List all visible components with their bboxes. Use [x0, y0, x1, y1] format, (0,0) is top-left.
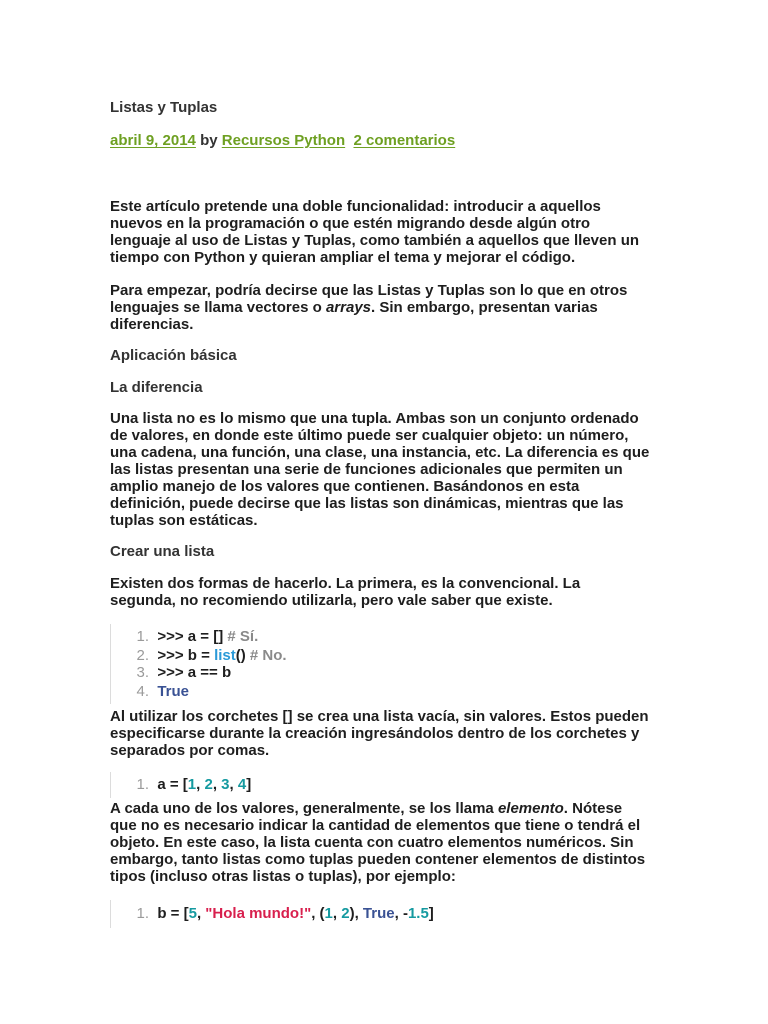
code-number: 1: [187, 776, 197, 793]
element-term: elemento: [497, 800, 564, 817]
code-builtin: list: [214, 647, 236, 664]
code-text: (: [319, 905, 325, 922]
code-text: ,: [212, 776, 222, 793]
difference-paragraph: Una lista no es lo mismo que una tupla. Ambas son un conjunto ordenado de valores, en donde este último puede ser cualquier objeto: un número, una cadena, una función, una clase, una instancia, etc. La diferencia es que las listas presentan una serie de funciones adicionales que permiten un amplio manejo de los valores que contienen. Basándonos en esta definición, puede decirse que las listas son dinámicas, mientras que las tuplas son estáticas.: [110, 410, 650, 529]
line-number: 1.: [136, 905, 149, 922]
line-number: 1.: [136, 628, 149, 645]
line-number: 2.: [136, 647, 149, 664]
code-text: ]: [428, 905, 434, 922]
code-text: ,: [196, 905, 206, 922]
code-text: -: [402, 905, 408, 922]
code-number: 1.5: [407, 905, 429, 922]
code-number: 2: [341, 905, 350, 922]
code-line: [111, 628, 258, 646]
intro-2-text: Para empezar, podría decirse que las Listas y Tuplas son lo que en otros lenguajes se llama vectores o: [110, 282, 628, 316]
code-text: ,: [311, 905, 320, 922]
create-paragraph: Existen dos formas de hacerlo. La primera, es la convencional. La segunda, no recomiendo utilizarla, pero vale saber que existe.: [110, 575, 581, 609]
article-meta: [110, 131, 455, 151]
code-text: >>> a == b: [157, 664, 232, 681]
code-keyword: True: [157, 683, 190, 700]
code-text: ): [349, 905, 355, 922]
code-block-3: [110, 900, 651, 928]
brackets-paragraph: Al utilizar los corchetes [] se crea una lista vacía, sin valores. Estos pueden especificarse durante la creación ingresándolos dentro de los corchetes y separados por comas.: [110, 708, 649, 759]
code-number: 2: [204, 776, 213, 793]
code-text: ,: [354, 905, 363, 922]
element-paragraph: [110, 800, 650, 885]
author-link[interactable]: Recursos Python: [221, 132, 346, 149]
code-text: ,: [332, 905, 342, 922]
code-line: [111, 683, 189, 701]
article-title: Listas y Tuplas: [110, 99, 218, 116]
code-comment: # No.: [249, 647, 287, 664]
code-text: a = [: [157, 776, 188, 793]
section-heading-basic: Aplicación básica: [110, 347, 237, 364]
comments-link[interactable]: 2 comentarios: [353, 132, 456, 149]
code-string: "Hola mundo!": [205, 905, 312, 922]
code-text: >>> b =: [157, 647, 210, 664]
intro-paragraph-1: Este artículo pretende una doble funcionalidad: introducir a aquellos nuevos en la programación o que estén migrando desde algún otro lenguaje al uso de Listas y Tuplas, como también a aquellos que lleven un tiempo con Python y quieran ampliar el tema y mejorar el código.: [110, 198, 640, 266]
code-text: (): [235, 647, 246, 664]
by-label: by: [200, 132, 218, 149]
code-number: 4: [237, 776, 247, 793]
code-text: ,: [229, 776, 238, 793]
code-text: ,: [394, 905, 403, 922]
code-text: >>> a = []: [157, 628, 224, 645]
code-comment: # Sí.: [227, 628, 259, 645]
code-text: ]: [246, 776, 252, 793]
arrays-term: arrays: [325, 299, 371, 316]
code-number: 3: [221, 776, 230, 793]
line-number: 3.: [136, 664, 149, 681]
intro-2-text-end: . Sin embargo, presentan varias diferencias.: [110, 299, 598, 333]
code-line: [111, 905, 434, 923]
code-line: [111, 776, 251, 794]
intro-paragraph-2: [110, 282, 650, 333]
code-number: 5: [188, 905, 197, 922]
code-number: 1: [324, 905, 333, 922]
code-keyword: True: [362, 905, 395, 922]
code-line: [111, 664, 231, 682]
element-text-end: . Nótese que no es necesario indicar la cantidad de elementos que tiene o tendrá el objeto. En este caso, la lista cuenta con cuatro elementos numéricos. Sin embargo, tanto listas como tuplas pueden contener elementos de distintos tipos (incluso otras listas o tuplas), por ejemplo:: [110, 800, 646, 885]
code-line: [111, 647, 287, 665]
line-number: 4.: [136, 683, 149, 700]
code-text: ,: [196, 776, 205, 793]
code-block-2: [110, 772, 651, 798]
code-block-1: [110, 624, 651, 704]
section-heading-difference: La diferencia: [110, 379, 203, 396]
line-number: 1.: [136, 776, 149, 793]
section-heading-create: Crear una lista: [110, 543, 215, 560]
date-link[interactable]: abril 9, 2014: [110, 132, 196, 149]
code-text: b = [: [157, 905, 189, 922]
element-text: A cada uno de los valores, generalmente, se los llama: [110, 800, 498, 817]
